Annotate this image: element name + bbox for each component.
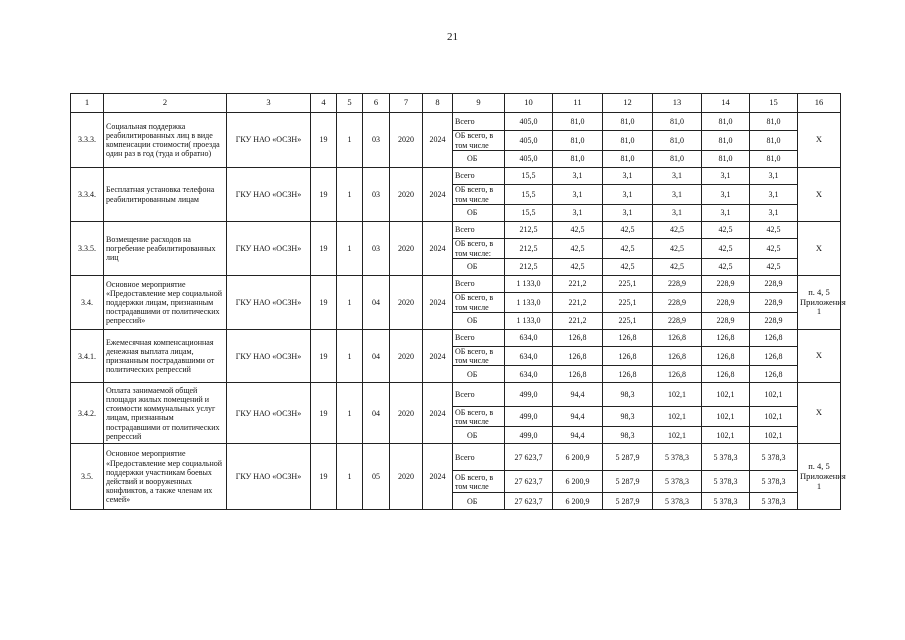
- value-cell: 3,1: [750, 168, 798, 185]
- value-cell: 102,1: [750, 407, 798, 427]
- value-cell: 221,2: [553, 293, 603, 313]
- row-year-start: 2020: [390, 383, 423, 444]
- value-cell: 126,8: [553, 347, 603, 366]
- table-row: [71, 168, 841, 185]
- value-cell: 42,5: [750, 239, 798, 259]
- funding-label: Всего: [453, 276, 505, 293]
- value-cell: 42,5: [653, 259, 702, 276]
- value-cell: 225,1: [603, 313, 653, 330]
- row-note: Х: [798, 222, 841, 276]
- value-cell: 6 200,9: [553, 444, 603, 471]
- value-cell: 3,1: [702, 205, 750, 222]
- value-cell: 5 378,3: [702, 471, 750, 493]
- value-cell: 5 378,3: [702, 493, 750, 510]
- row-code-6: 04: [363, 330, 390, 383]
- row-year-start: 2020: [390, 276, 423, 330]
- value-cell: 228,9: [653, 276, 702, 293]
- value-cell: 5 287,9: [603, 493, 653, 510]
- value-cell: 405,0: [505, 131, 553, 151]
- value-cell: 42,5: [553, 259, 603, 276]
- row-code-4: 19: [311, 276, 337, 330]
- funding-label: ОБ всего, в том числе: [453, 131, 505, 151]
- value-cell: 5 378,3: [653, 444, 702, 471]
- header-cell: 14: [702, 94, 750, 113]
- table-row: [71, 383, 841, 407]
- value-cell: 27 623,7: [505, 471, 553, 493]
- value-cell: 221,2: [553, 276, 603, 293]
- value-cell: 81,0: [702, 151, 750, 168]
- value-cell: 405,0: [505, 113, 553, 131]
- value-cell: 228,9: [750, 276, 798, 293]
- value-cell: 42,5: [603, 239, 653, 259]
- value-cell: 94,4: [553, 407, 603, 427]
- row-year-end: 2024: [423, 168, 453, 222]
- value-cell: 126,8: [653, 366, 702, 383]
- value-cell: 42,5: [653, 222, 702, 239]
- row-year-end: 2024: [423, 222, 453, 276]
- value-cell: 5 378,3: [750, 444, 798, 471]
- value-cell: 102,1: [702, 383, 750, 407]
- funding-label: Всего: [453, 330, 505, 347]
- value-cell: 5 378,3: [750, 493, 798, 510]
- funding-label: ОБ: [453, 493, 505, 510]
- funding-label: Всего: [453, 383, 505, 407]
- row-note: Х: [798, 168, 841, 222]
- value-cell: 499,0: [505, 427, 553, 444]
- value-cell: 81,0: [653, 113, 702, 131]
- page-number: 21: [447, 31, 458, 43]
- header-cell: 10: [505, 94, 553, 113]
- row-year-end: 2024: [423, 330, 453, 383]
- value-cell: 102,1: [702, 427, 750, 444]
- funding-label: ОБ всего, в том числе: [453, 471, 505, 493]
- funding-label: ОБ всего, в том числе: [453, 185, 505, 205]
- value-cell: 228,9: [702, 276, 750, 293]
- value-cell: 42,5: [553, 222, 603, 239]
- value-cell: 81,0: [750, 131, 798, 151]
- value-cell: 1 133,0: [505, 313, 553, 330]
- value-cell: 228,9: [702, 293, 750, 313]
- row-note: п. 4, 5 Приложения 1: [798, 276, 841, 330]
- row-executor: ГКУ НАО «ОСЗН»: [227, 113, 311, 168]
- value-cell: 6 200,9: [553, 493, 603, 510]
- table-row: [71, 113, 841, 131]
- header-cell: 13: [653, 94, 702, 113]
- value-cell: 212,5: [505, 222, 553, 239]
- value-cell: 212,5: [505, 239, 553, 259]
- value-cell: 81,0: [702, 113, 750, 131]
- header-cell: 1: [71, 94, 104, 113]
- value-cell: 405,0: [505, 151, 553, 168]
- value-cell: 81,0: [553, 151, 603, 168]
- funding-label: ОБ: [453, 151, 505, 168]
- value-cell: 3,1: [702, 185, 750, 205]
- header-cell: 8: [423, 94, 453, 113]
- value-cell: 98,3: [603, 383, 653, 407]
- value-cell: 42,5: [553, 239, 603, 259]
- row-name: Возмещение расходов на погребение реабилитированных лиц: [104, 222, 227, 276]
- header-cell: 3: [227, 94, 311, 113]
- funding-label: ОБ: [453, 366, 505, 383]
- table-row: [71, 222, 841, 239]
- value-cell: 102,1: [653, 407, 702, 427]
- row-code-6: 05: [363, 444, 390, 510]
- value-cell: 81,0: [603, 113, 653, 131]
- value-cell: 221,2: [553, 313, 603, 330]
- value-cell: 102,1: [653, 427, 702, 444]
- row-number: 3.3.5.: [71, 222, 104, 276]
- row-year-end: 2024: [423, 444, 453, 510]
- value-cell: 15,5: [505, 205, 553, 222]
- header-cell: 9: [453, 94, 505, 113]
- value-cell: 102,1: [750, 427, 798, 444]
- value-cell: 1 133,0: [505, 293, 553, 313]
- row-note: Х: [798, 383, 841, 444]
- value-cell: 126,8: [702, 330, 750, 347]
- row-name: Ежемесячная компенсационная денежная выплата лицам, признанным пострадавшими от политических репрессий: [104, 330, 227, 383]
- value-cell: 5 378,3: [653, 471, 702, 493]
- value-cell: 126,8: [702, 347, 750, 366]
- value-cell: 81,0: [603, 131, 653, 151]
- funding-label: ОБ всего, в том числе: [453, 347, 505, 366]
- value-cell: 228,9: [750, 293, 798, 313]
- value-cell: 102,1: [702, 407, 750, 427]
- funding-label: Всего: [453, 222, 505, 239]
- value-cell: 1 133,0: [505, 276, 553, 293]
- value-cell: 228,9: [653, 313, 702, 330]
- row-executor: ГКУ НАО «ОСЗН»: [227, 168, 311, 222]
- value-cell: 98,3: [603, 407, 653, 427]
- row-code-4: 19: [311, 383, 337, 444]
- value-cell: 3,1: [553, 205, 603, 222]
- row-executor: ГКУ НАО «ОСЗН»: [227, 383, 311, 444]
- row-code-4: 19: [311, 168, 337, 222]
- value-cell: 126,8: [702, 366, 750, 383]
- value-cell: 126,8: [603, 347, 653, 366]
- value-cell: 212,5: [505, 259, 553, 276]
- value-cell: 634,0: [505, 366, 553, 383]
- value-cell: 3,1: [750, 185, 798, 205]
- funding-label: ОБ: [453, 313, 505, 330]
- table-body: [71, 113, 846, 510]
- value-cell: 126,8: [750, 330, 798, 347]
- value-cell: 228,9: [653, 293, 702, 313]
- value-cell: 15,5: [505, 185, 553, 205]
- value-cell: 499,0: [505, 407, 553, 427]
- header-cell: 2: [104, 94, 227, 113]
- header-cell: 16: [798, 94, 841, 113]
- value-cell: 102,1: [653, 383, 702, 407]
- value-cell: 5 287,9: [603, 471, 653, 493]
- value-cell: 94,4: [553, 427, 603, 444]
- row-year-start: 2020: [390, 330, 423, 383]
- value-cell: 228,9: [750, 313, 798, 330]
- value-cell: 3,1: [653, 185, 702, 205]
- funding-label: ОБ всего, в том числе:: [453, 239, 505, 259]
- row-name: Основное мероприятие «Предоставление мер социальной поддержки лицам, признанным пострадавшими от политических репрессий»: [104, 276, 227, 330]
- value-cell: 42,5: [653, 239, 702, 259]
- value-cell: 225,1: [603, 276, 653, 293]
- header-cell: 11: [553, 94, 603, 113]
- value-cell: 3,1: [553, 185, 603, 205]
- header-cell: 6: [363, 94, 390, 113]
- value-cell: 5 378,3: [702, 444, 750, 471]
- value-cell: 98,3: [603, 427, 653, 444]
- table-row: [71, 444, 841, 471]
- value-cell: 81,0: [553, 113, 603, 131]
- value-cell: 42,5: [702, 259, 750, 276]
- row-year-end: 2024: [423, 276, 453, 330]
- row-code-6: 04: [363, 276, 390, 330]
- value-cell: 27 623,7: [505, 493, 553, 510]
- value-cell: 81,0: [750, 113, 798, 131]
- funding-label: ОБ: [453, 205, 505, 222]
- row-name: Оплата занимаемой общей площади жилых помещений и стоимости коммунальных услуг лицам, признанным пострадавшими от политических репрессий: [104, 383, 227, 444]
- row-note: п. 4, 5 Приложения 1: [798, 444, 841, 510]
- row-code-4: 19: [311, 222, 337, 276]
- row-code-6: 03: [363, 168, 390, 222]
- value-cell: 3,1: [603, 205, 653, 222]
- value-cell: 634,0: [505, 347, 553, 366]
- value-cell: 5 378,3: [750, 471, 798, 493]
- value-cell: 126,8: [603, 330, 653, 347]
- value-cell: 94,4: [553, 383, 603, 407]
- value-cell: 126,8: [750, 366, 798, 383]
- value-cell: 225,1: [603, 293, 653, 313]
- value-cell: 42,5: [702, 222, 750, 239]
- header-row: [71, 94, 841, 113]
- row-year-end: 2024: [423, 113, 453, 168]
- value-cell: 5 287,9: [603, 444, 653, 471]
- row-code-5: 1: [337, 383, 363, 444]
- row-executor: ГКУ НАО «ОСЗН»: [227, 444, 311, 510]
- value-cell: 81,0: [750, 151, 798, 168]
- value-cell: 42,5: [702, 239, 750, 259]
- row-executor: ГКУ НАО «ОСЗН»: [227, 276, 311, 330]
- value-cell: 81,0: [653, 151, 702, 168]
- row-code-5: 1: [337, 330, 363, 383]
- value-cell: 81,0: [553, 131, 603, 151]
- value-cell: 27 623,7: [505, 444, 553, 471]
- row-executor: ГКУ НАО «ОСЗН»: [227, 222, 311, 276]
- value-cell: 126,8: [553, 330, 603, 347]
- row-number: 3.4.2.: [71, 383, 104, 444]
- row-year-start: 2020: [390, 444, 423, 510]
- row-note: Х: [798, 330, 841, 383]
- value-cell: 634,0: [505, 330, 553, 347]
- value-cell: 42,5: [750, 222, 798, 239]
- row-year-start: 2020: [390, 168, 423, 222]
- row-code-5: 1: [337, 444, 363, 510]
- row-code-6: 03: [363, 222, 390, 276]
- header-cell: 12: [603, 94, 653, 113]
- value-cell: 5 378,3: [653, 493, 702, 510]
- table-row: [71, 276, 841, 293]
- header-cell: 5: [337, 94, 363, 113]
- value-cell: 42,5: [603, 222, 653, 239]
- row-code-4: 19: [311, 444, 337, 510]
- row-number: 3.4.1.: [71, 330, 104, 383]
- value-cell: 42,5: [750, 259, 798, 276]
- value-cell: 126,8: [653, 347, 702, 366]
- value-cell: 81,0: [702, 131, 750, 151]
- row-code-6: 04: [363, 383, 390, 444]
- value-cell: 81,0: [603, 151, 653, 168]
- row-number: 3.3.3.: [71, 113, 104, 168]
- value-cell: 42,5: [603, 259, 653, 276]
- value-cell: 3,1: [603, 185, 653, 205]
- value-cell: 3,1: [553, 168, 603, 185]
- row-code-5: 1: [337, 168, 363, 222]
- value-cell: 15,5: [505, 168, 553, 185]
- value-cell: 499,0: [505, 383, 553, 407]
- header-cell: 7: [390, 94, 423, 113]
- value-cell: 3,1: [653, 168, 702, 185]
- row-year-start: 2020: [390, 222, 423, 276]
- row-year-start: 2020: [390, 113, 423, 168]
- value-cell: 3,1: [603, 168, 653, 185]
- value-cell: 3,1: [653, 205, 702, 222]
- row-code-6: 03: [363, 113, 390, 168]
- header-cell: 4: [311, 94, 337, 113]
- value-cell: 6 200,9: [553, 471, 603, 493]
- program-table: [70, 93, 846, 510]
- value-cell: 126,8: [603, 366, 653, 383]
- funding-label: ОБ: [453, 259, 505, 276]
- funding-label: Всего: [453, 113, 505, 131]
- funding-label: ОБ всего, в том числе: [453, 407, 505, 427]
- value-cell: 126,8: [750, 347, 798, 366]
- row-code-5: 1: [337, 113, 363, 168]
- row-number: 3.3.4.: [71, 168, 104, 222]
- row-code-5: 1: [337, 222, 363, 276]
- row-note: Х: [798, 113, 841, 168]
- header-cell: 15: [750, 94, 798, 113]
- table-row: [71, 330, 841, 347]
- value-cell: 3,1: [750, 205, 798, 222]
- row-number: 3.5.: [71, 444, 104, 510]
- value-cell: 81,0: [653, 131, 702, 151]
- row-number: 3.4.: [71, 276, 104, 330]
- row-year-end: 2024: [423, 383, 453, 444]
- row-executor: ГКУ НАО «ОСЗН»: [227, 330, 311, 383]
- value-cell: 126,8: [653, 330, 702, 347]
- row-code-4: 19: [311, 330, 337, 383]
- row-name: Основное мероприятие «Предоставление мер социальной поддержки участникам боевых действий и вооруженных конфликтов, а также членам их семей»: [104, 444, 227, 510]
- funding-label: ОБ всего, в том числе: [453, 293, 505, 313]
- funding-label: Всего: [453, 168, 505, 185]
- value-cell: 228,9: [702, 313, 750, 330]
- value-cell: 3,1: [702, 168, 750, 185]
- funding-label: Всего: [453, 444, 505, 471]
- funding-label: ОБ: [453, 427, 505, 444]
- row-name: Бесплатная установка телефона реабилитированным лицам: [104, 168, 227, 222]
- value-cell: 126,8: [553, 366, 603, 383]
- row-code-5: 1: [337, 276, 363, 330]
- row-code-4: 19: [311, 113, 337, 168]
- value-cell: 102,1: [750, 383, 798, 407]
- row-name: Социальная поддержка реабилитированных лиц в виде компенсации стоимости( проезда один раз в год (туда и обратно): [104, 113, 227, 168]
